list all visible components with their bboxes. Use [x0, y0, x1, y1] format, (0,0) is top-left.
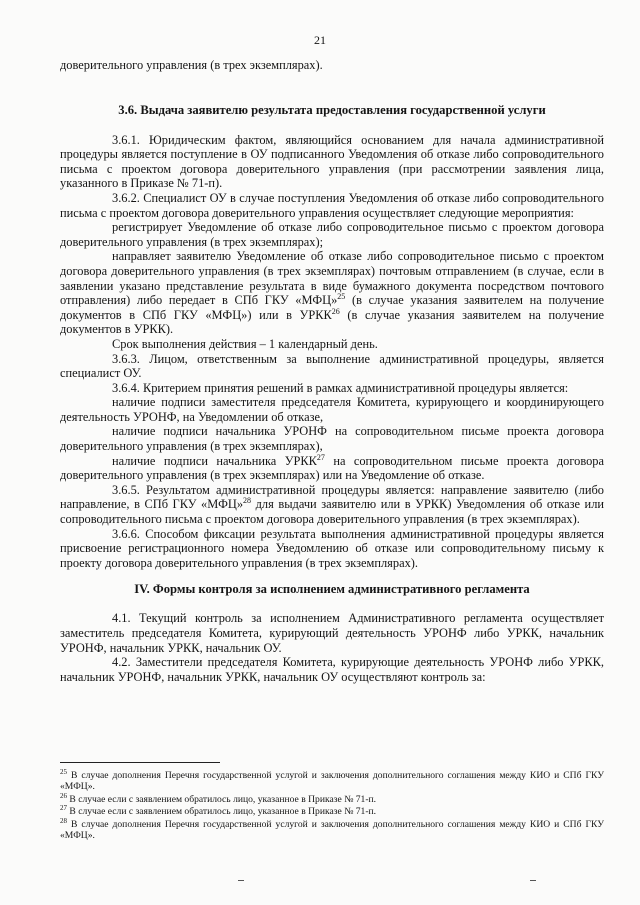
document-body — [60, 58, 604, 684]
section-3-6-heading: 3.6. Выдача заявителю результата предоставления государственной услуги — [118, 102, 546, 117]
footnote-text: В случае дополнения Перечня государственной услугой и заключения дополнительного соглашения между КИО и СПб ГКУ «МФЦ». — [60, 770, 604, 793]
footnote-ref-27: 27 — [316, 452, 325, 462]
paragraph-3-6-2: 3.6.2. Специалист ОУ в случае поступления Уведомления об отказе либо сопроводительного письма с проектом договора доверительного управления осуществляет следующие мероприятия: — [60, 190, 604, 220]
paragraph-3-6-1: 3.6.1. Юридическим фактом, являющийся основанием для начала административной процедуры является поступление в ОУ подписанного Уведомления об отказе либо сопроводительного письма с проектом договора доверительного управления (при рассмотрении заявления лица, указанного в Приказе № 71-п). — [60, 132, 604, 191]
page-number: 21 — [314, 33, 326, 47]
paragraph-4-1: 4.1. Текущий контроль за исполнением Административного регламента осуществляет заместитель председателя Комитета, курирующий деятельность УРОНФ либо УРКК, начальник УРОНФ, начальник УРКК, начальник ОУ. — [60, 611, 604, 655]
footnote-text: В случае если с заявлением обратилось лицо, указанное в Приказе № 71-п. — [67, 793, 377, 805]
paragraph-register: регистрирует Уведомление об отказе либо сопроводительное письмо с проектом договора доверительного управления (в трех экземплярах); — [60, 220, 604, 249]
footnote-ref-25: 25 — [337, 292, 346, 301]
paragraph-send-text-c: (в случае указания заявителем на получение документов в УРКК). — [60, 307, 605, 337]
footnote-26 — [60, 791, 604, 805]
paragraph-criterion-3-text-b: на сопроводительном письме проекта договора доверительного управления (в трех экземплярах) или на Уведомление об отказе. — [60, 453, 604, 483]
footnote-divider — [60, 762, 220, 763]
footnote-27 — [60, 806, 604, 817]
footnote-ref-26: 26 — [331, 306, 340, 316]
paragraph-3-6-4: 3.6.4. Критерием принятия решений в рамках административной процедуры является: — [112, 380, 569, 395]
paragraph-3-6-5-text-a: 3.6.5. Результатом административной процедуры является: направление заявителю (либо направление, в СПб ГКУ «МФЦ» — [60, 482, 604, 512]
footnote-28 — [60, 816, 604, 842]
paragraph-criterion-2: наличие подписи начальника УРОНФ на сопроводительном письме проекта договора доверительного управления (в трех экземплярах), — [60, 424, 604, 454]
paragraph-criterion-3 — [60, 454, 604, 483]
footnote-text: В случае если с заявлением обратилось лицо, указанное в Приказе № 71-п. — [67, 806, 377, 818]
scan-mark — [238, 880, 244, 881]
paragraph-3-6-5-text-b: для выдачи заявителю или в УРКК) Уведомления об отказе или сопроводительного письма с проектом договора доверительного управления (в трех экземплярах). — [60, 497, 605, 527]
paragraph-send — [60, 249, 604, 337]
paragraph-criterion-3-text-a: наличие подписи начальника УРКК — [112, 453, 317, 468]
footnote-25 — [60, 767, 604, 793]
footnote-number: 28 — [60, 816, 67, 825]
footnote-ref-28: 28 — [243, 496, 252, 506]
paragraph-3-6-3: 3.6.3. Лицом, ответственным за выполнение административной процедуры, является специалист ОУ. — [60, 351, 604, 381]
continuation-paragraph: доверительного управления (в трех экземплярах). — [60, 58, 323, 72]
footnote-text: В случае дополнения Перечня государственной услугой и заключения дополнительного соглашения между КИО и СПб ГКУ «МФЦ». — [60, 818, 604, 842]
paragraph-3-6-5 — [60, 483, 604, 527]
paragraph-send-text-b: (в случае указания заявителем на получение документов в СПб ГКУ «МФЦ») или в УРКК — [60, 293, 605, 322]
footnote-number: 27 — [60, 804, 67, 813]
paragraph-3-6-6: 3.6.6. Способом фиксации результата выполнения административной процедуры является присвоение регистрационного номера Уведомлению об отказе или сопроводительному письму к проекту договора доверительного управления (в трех экземплярах). — [60, 526, 604, 570]
section-4-heading: IV. Формы контроля за исполнением административного регламента — [134, 582, 530, 597]
scan-mark — [530, 880, 536, 881]
paragraph-4-2: 4.2. Заместители председателя Комитета, курирующие деятельность УРОНФ либо УРКК, начальник УРОНФ, начальник УРКК, начальник ОУ осуществляют контроль за: — [60, 655, 604, 684]
paragraph-deadline: Срок выполнения действия – 1 календарный день. — [112, 336, 378, 351]
footnote-number: 26 — [60, 791, 67, 800]
paragraph-criterion-1: наличие подписи заместителя председателя Комитета, курирующего и координирующего деятельность УРОНФ, на Уведомлении об отказе, — [60, 395, 604, 424]
paragraph-send-text-a: направляет заявителю Уведомление об отказе либо сопроводительное письмо с проектом договора доверительного управления (в трех экземплярах) почтовым отправлением (в случае, если в заявлении указано представление результата в виде бумажного документа посредством почтового отправления) либо передает в СПб ГКУ «МФЦ» — [60, 249, 604, 308]
footnote-number: 25 — [60, 767, 67, 776]
footnotes — [60, 767, 604, 842]
